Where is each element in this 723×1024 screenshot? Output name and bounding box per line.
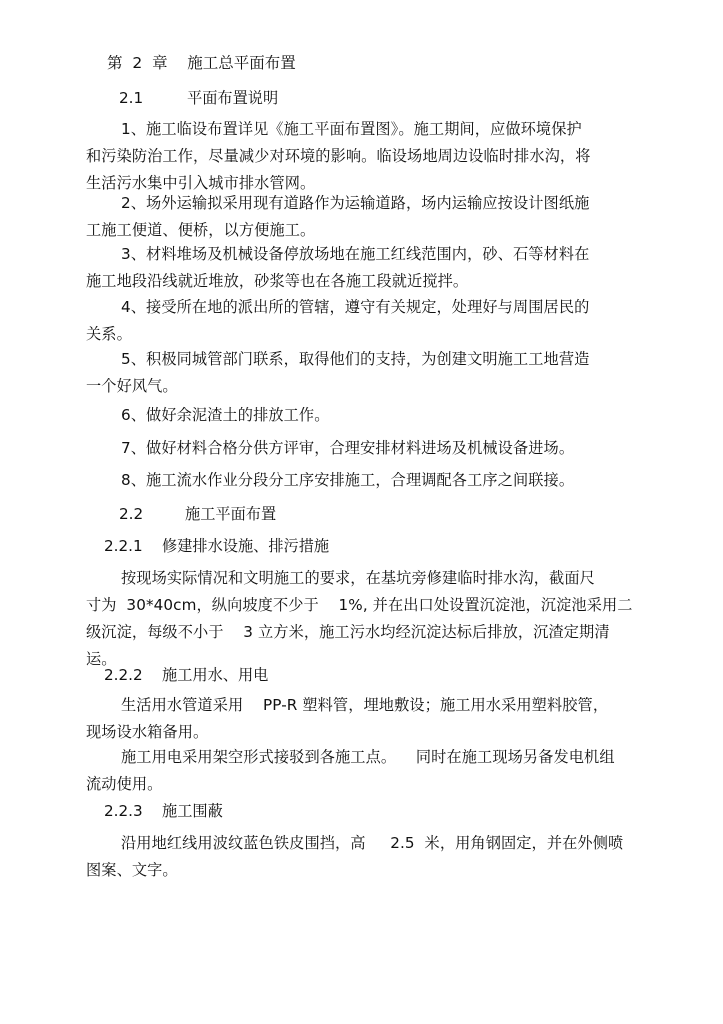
text-line: 施工地段沿线就近堆放，砂浆等也在各施工段就近搅拌。 xyxy=(86,272,469,290)
text-line: 寸为 30*40cm，纵向坡度不少于 1%, 并在出口处设置沉淀池，沉淀池采用二 xyxy=(86,596,633,614)
text-line: 施工用电采用架空形式接驳到各施工点。 同时在施工现场另备发电机组 xyxy=(121,748,615,766)
text-line: 1、施工临设布置详见《施工平面布置图》。施工期间，应做环境保护 xyxy=(121,120,582,138)
subsection-number: 2.2.1 xyxy=(104,537,143,555)
text-line: 5、积极同城管部门联系，取得他们的支持，为创建文明施工工地营造 xyxy=(121,350,590,368)
subsection-heading-2-2-2 xyxy=(104,664,268,685)
text-line: 6、做好余泥渣土的排放工作。 xyxy=(121,406,330,424)
section-title: 施工平面布置 xyxy=(185,505,277,523)
paragraph-water-supply xyxy=(86,692,638,746)
text-line: 和污染防治工作，尽量减少对环境的影响。临设场地周边设临时排水沟，将 xyxy=(86,147,591,165)
subsection-heading-2-2-3 xyxy=(104,800,223,821)
text-line: 3、材料堆场及机械设备停放场地在施工红线范围内，砂、石等材料在 xyxy=(121,245,590,263)
subsection-title: 修建排水设施、排污措施 xyxy=(162,537,330,555)
paragraph-drainage xyxy=(86,565,638,673)
section-heading-2-1 xyxy=(119,87,278,108)
paragraph-item-3 xyxy=(86,241,638,295)
text-line: 2、场外运输拟采用现有道路作为运输道路，场内运输应按设计图纸施 xyxy=(121,194,590,212)
text-line: 流动使用。 xyxy=(86,775,163,793)
paragraph-item-1 xyxy=(86,116,638,197)
section-title: 平面布置说明 xyxy=(187,89,279,107)
paragraph-power-supply xyxy=(86,744,638,798)
text-line: 一个好风气。 xyxy=(86,377,178,395)
paragraph-item-8 xyxy=(86,467,638,494)
text-line: 工施工便道、便桥，以方便施工。 xyxy=(86,221,316,239)
text-line: 生活污水集中引入城市排水管网。 xyxy=(86,174,316,192)
subsection-number: 2.2.2 xyxy=(104,666,143,684)
text-line: 现场设水箱备用。 xyxy=(86,723,209,741)
subsection-title: 施工用水、用电 xyxy=(162,666,269,684)
text-line: 8、施工流水作业分段分工序安排施工，合理调配各工序之间联接。 xyxy=(121,471,575,489)
text-line: 按现场实际情况和文明施工的要求，在基坑旁修建临时排水沟，截面尺 xyxy=(121,569,595,587)
paragraph-item-2 xyxy=(86,190,638,244)
subsection-number: 2.2.3 xyxy=(104,802,143,820)
subsection-heading-2-2-1 xyxy=(104,535,329,556)
text-line: 图案、文字。 xyxy=(86,861,178,879)
text-line: 运。 xyxy=(86,650,117,668)
section-heading-2-2 xyxy=(119,503,276,524)
paragraph-enclosure xyxy=(86,830,638,884)
text-line: 级沉淀，每级不小于 3 立方米，施工污水均经沉淀达标后排放，沉渣定期清 xyxy=(86,623,610,641)
paragraph-item-4 xyxy=(86,294,638,348)
text-line: 7、做好材料合格分供方评审，合理安排材料进场及机械设备进场。 xyxy=(121,439,575,457)
text-line: 生活用水管道采用 PP-R 塑料管，埋地敷设；施工用水采用塑料胶管， xyxy=(121,696,609,714)
text-line: 沿用地红线用波纹蓝色铁皮围挡，高 2.5 米，用角钢固定，并在外侧喷 xyxy=(121,834,624,852)
section-number: 2.2 xyxy=(119,505,144,523)
chapter-title: 第 2 章 施工总平面布置 xyxy=(107,54,296,72)
paragraph-item-5 xyxy=(86,346,638,400)
subsection-title: 施工围蔽 xyxy=(162,802,223,820)
paragraph-item-6 xyxy=(86,402,638,429)
text-line: 关系。 xyxy=(86,325,132,343)
section-number: 2.1 xyxy=(119,89,144,107)
paragraph-item-7 xyxy=(86,435,638,462)
text-line: 4、接受所在地的派出所的管辖，遵守有关规定，处理好与周围居民的 xyxy=(121,298,590,316)
